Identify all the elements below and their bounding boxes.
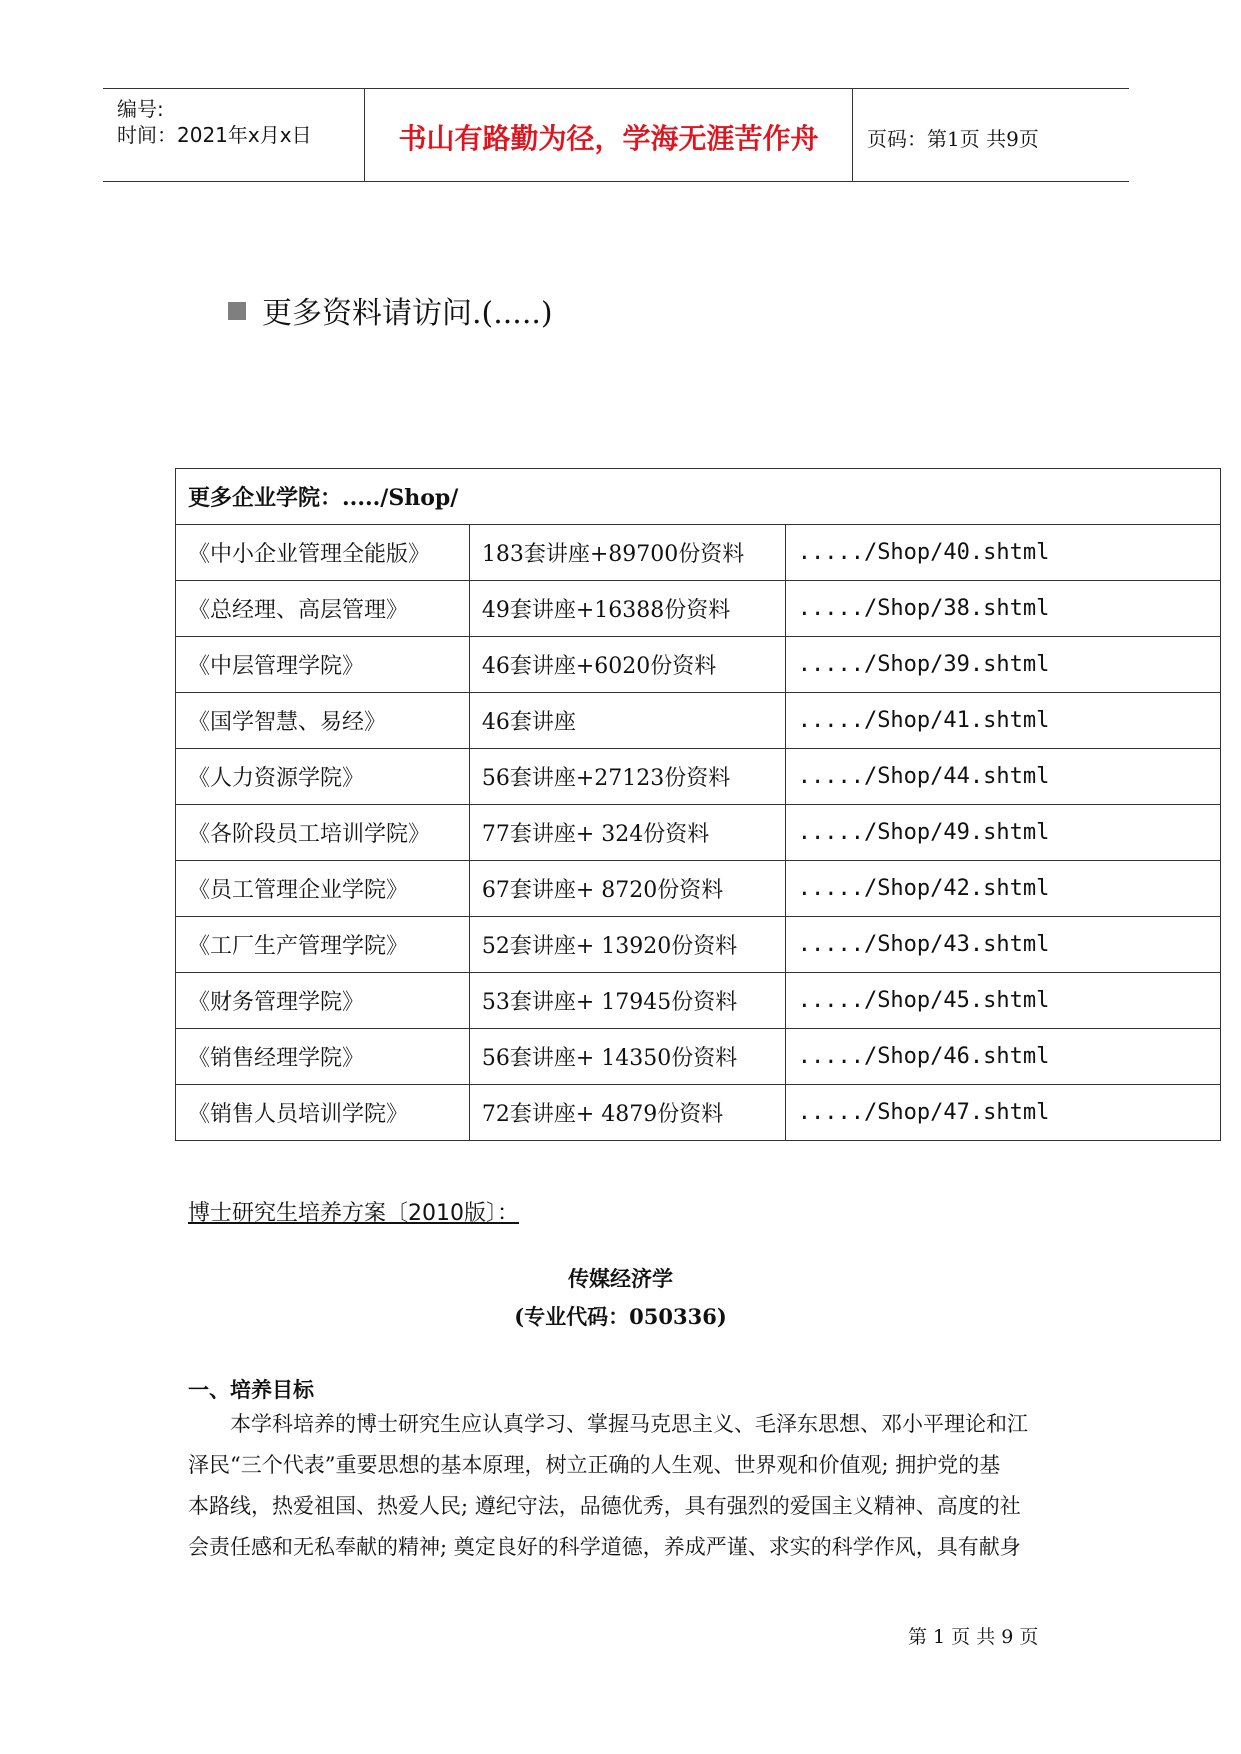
table-row (176, 973, 1221, 1029)
course-link[interactable]: ...../Shop/42.shtml (785, 861, 1220, 917)
course-name: 《销售人员培训学院》 (176, 1085, 470, 1141)
major-name: 传媒经济学 (568, 1266, 673, 1291)
table-row (176, 525, 1221, 581)
table-row (176, 693, 1221, 749)
more-resources-text: 更多资料请访问.(.....) (262, 296, 553, 331)
table-row (176, 861, 1221, 917)
course-name: 《总经理、高层管理》 (176, 581, 470, 637)
table-row (176, 1085, 1221, 1141)
page-footer: 第 1 页 共 9 页 (908, 1626, 1039, 1648)
course-link[interactable]: ...../Shop/46.shtml (785, 1029, 1220, 1085)
table-row (176, 917, 1221, 973)
header-motto: 书山有路勤为径，学海无涯苦作舟 (398, 122, 819, 155)
plan-title: 博士研究生培养方案〔2010版〕： (188, 1201, 519, 1226)
course-link[interactable]: ...../Shop/47.shtml (785, 1085, 1220, 1141)
course-link[interactable]: ...../Shop/40.shtml (785, 525, 1220, 581)
course-link[interactable]: ...../Shop/44.shtml (785, 749, 1220, 805)
page-header (103, 88, 1129, 182)
table-row (176, 749, 1221, 805)
header-page-info: 页码：第1页 共9页 (867, 127, 1039, 151)
course-content: 72套讲座+ 4879份资料 (469, 1085, 785, 1141)
course-link[interactable]: ...../Shop/41.shtml (785, 693, 1220, 749)
course-link[interactable]: ...../Shop/49.shtml (785, 805, 1220, 861)
paragraph-line: 本路线，热爱祖国、热爱人民; 遵纪守法，品德优秀，具有强烈的爱国主义精神、高度的社 (188, 1494, 1021, 1518)
course-content: 52套讲座+ 13920份资料 (469, 917, 785, 973)
header-page-cell (853, 89, 1129, 181)
table-row (176, 637, 1221, 693)
course-content: 49套讲座+16388份资料 (469, 581, 785, 637)
document-number-label: 编号: (117, 97, 164, 121)
paragraph-line: 本学科培养的博士研究生应认真学习、掌握马克思主义、毛泽东思想、邓小平理论和江 (230, 1412, 1028, 1436)
course-content: 183套讲座+89700份资料 (469, 525, 785, 581)
more-resources-notice (228, 288, 553, 332)
major-code: (专业代码：050336) (514, 1304, 727, 1329)
section-heading: 一、培养目标 (188, 1377, 314, 1402)
paragraph-line: 会责任感和无私奉献的精神; 奠定良好的科学道德，养成严谨、求实的科学作风，具有献身 (188, 1535, 1021, 1559)
course-name: 《各阶段员工培训学院》 (176, 805, 470, 861)
course-link[interactable]: ...../Shop/43.shtml (785, 917, 1220, 973)
course-content: 53套讲座+ 17945份资料 (469, 973, 785, 1029)
paragraph-line: 泽民“三个代表”重要思想的基本原理，树立正确的人生观、世界观和价值观; 拥护党的基 (188, 1453, 1001, 1477)
course-content: 56套讲座+ 14350份资料 (469, 1029, 785, 1085)
course-name: 《员工管理企业学院》 (176, 861, 470, 917)
section-paragraph (188, 1404, 1048, 1568)
course-table (175, 468, 1221, 1141)
course-name: 《中层管理学院》 (176, 637, 470, 693)
course-name: 《国学智慧、易经》 (176, 693, 470, 749)
course-table-heading: 更多企业学院：...../Shop/ (176, 469, 1221, 525)
course-content: 67套讲座+ 8720份资料 (469, 861, 785, 917)
course-name: 《销售经理学院》 (176, 1029, 470, 1085)
course-name: 《人力资源学院》 (176, 749, 470, 805)
table-row (176, 1029, 1221, 1085)
course-name: 《中小企业管理全能版》 (176, 525, 470, 581)
table-row (176, 805, 1221, 861)
course-link[interactable]: ...../Shop/45.shtml (785, 973, 1220, 1029)
table-row (176, 581, 1221, 637)
course-content: 77套讲座+ 324份资料 (469, 805, 785, 861)
header-motto-cell (365, 89, 853, 181)
course-content: 46套讲座 (469, 693, 785, 749)
course-content: 56套讲座+27123份资料 (469, 749, 785, 805)
course-name: 《财务管理学院》 (176, 973, 470, 1029)
course-content: 46套讲座+6020份资料 (469, 637, 785, 693)
course-link[interactable]: ...../Shop/39.shtml (785, 637, 1220, 693)
course-link[interactable]: ...../Shop/38.shtml (785, 581, 1220, 637)
square-bullet-icon (228, 302, 246, 320)
document-time-label: 时间：2021年x月x日 (117, 123, 312, 147)
header-info-cell (103, 89, 365, 181)
course-name: 《工厂生产管理学院》 (176, 917, 470, 973)
table-header-row (176, 469, 1221, 525)
